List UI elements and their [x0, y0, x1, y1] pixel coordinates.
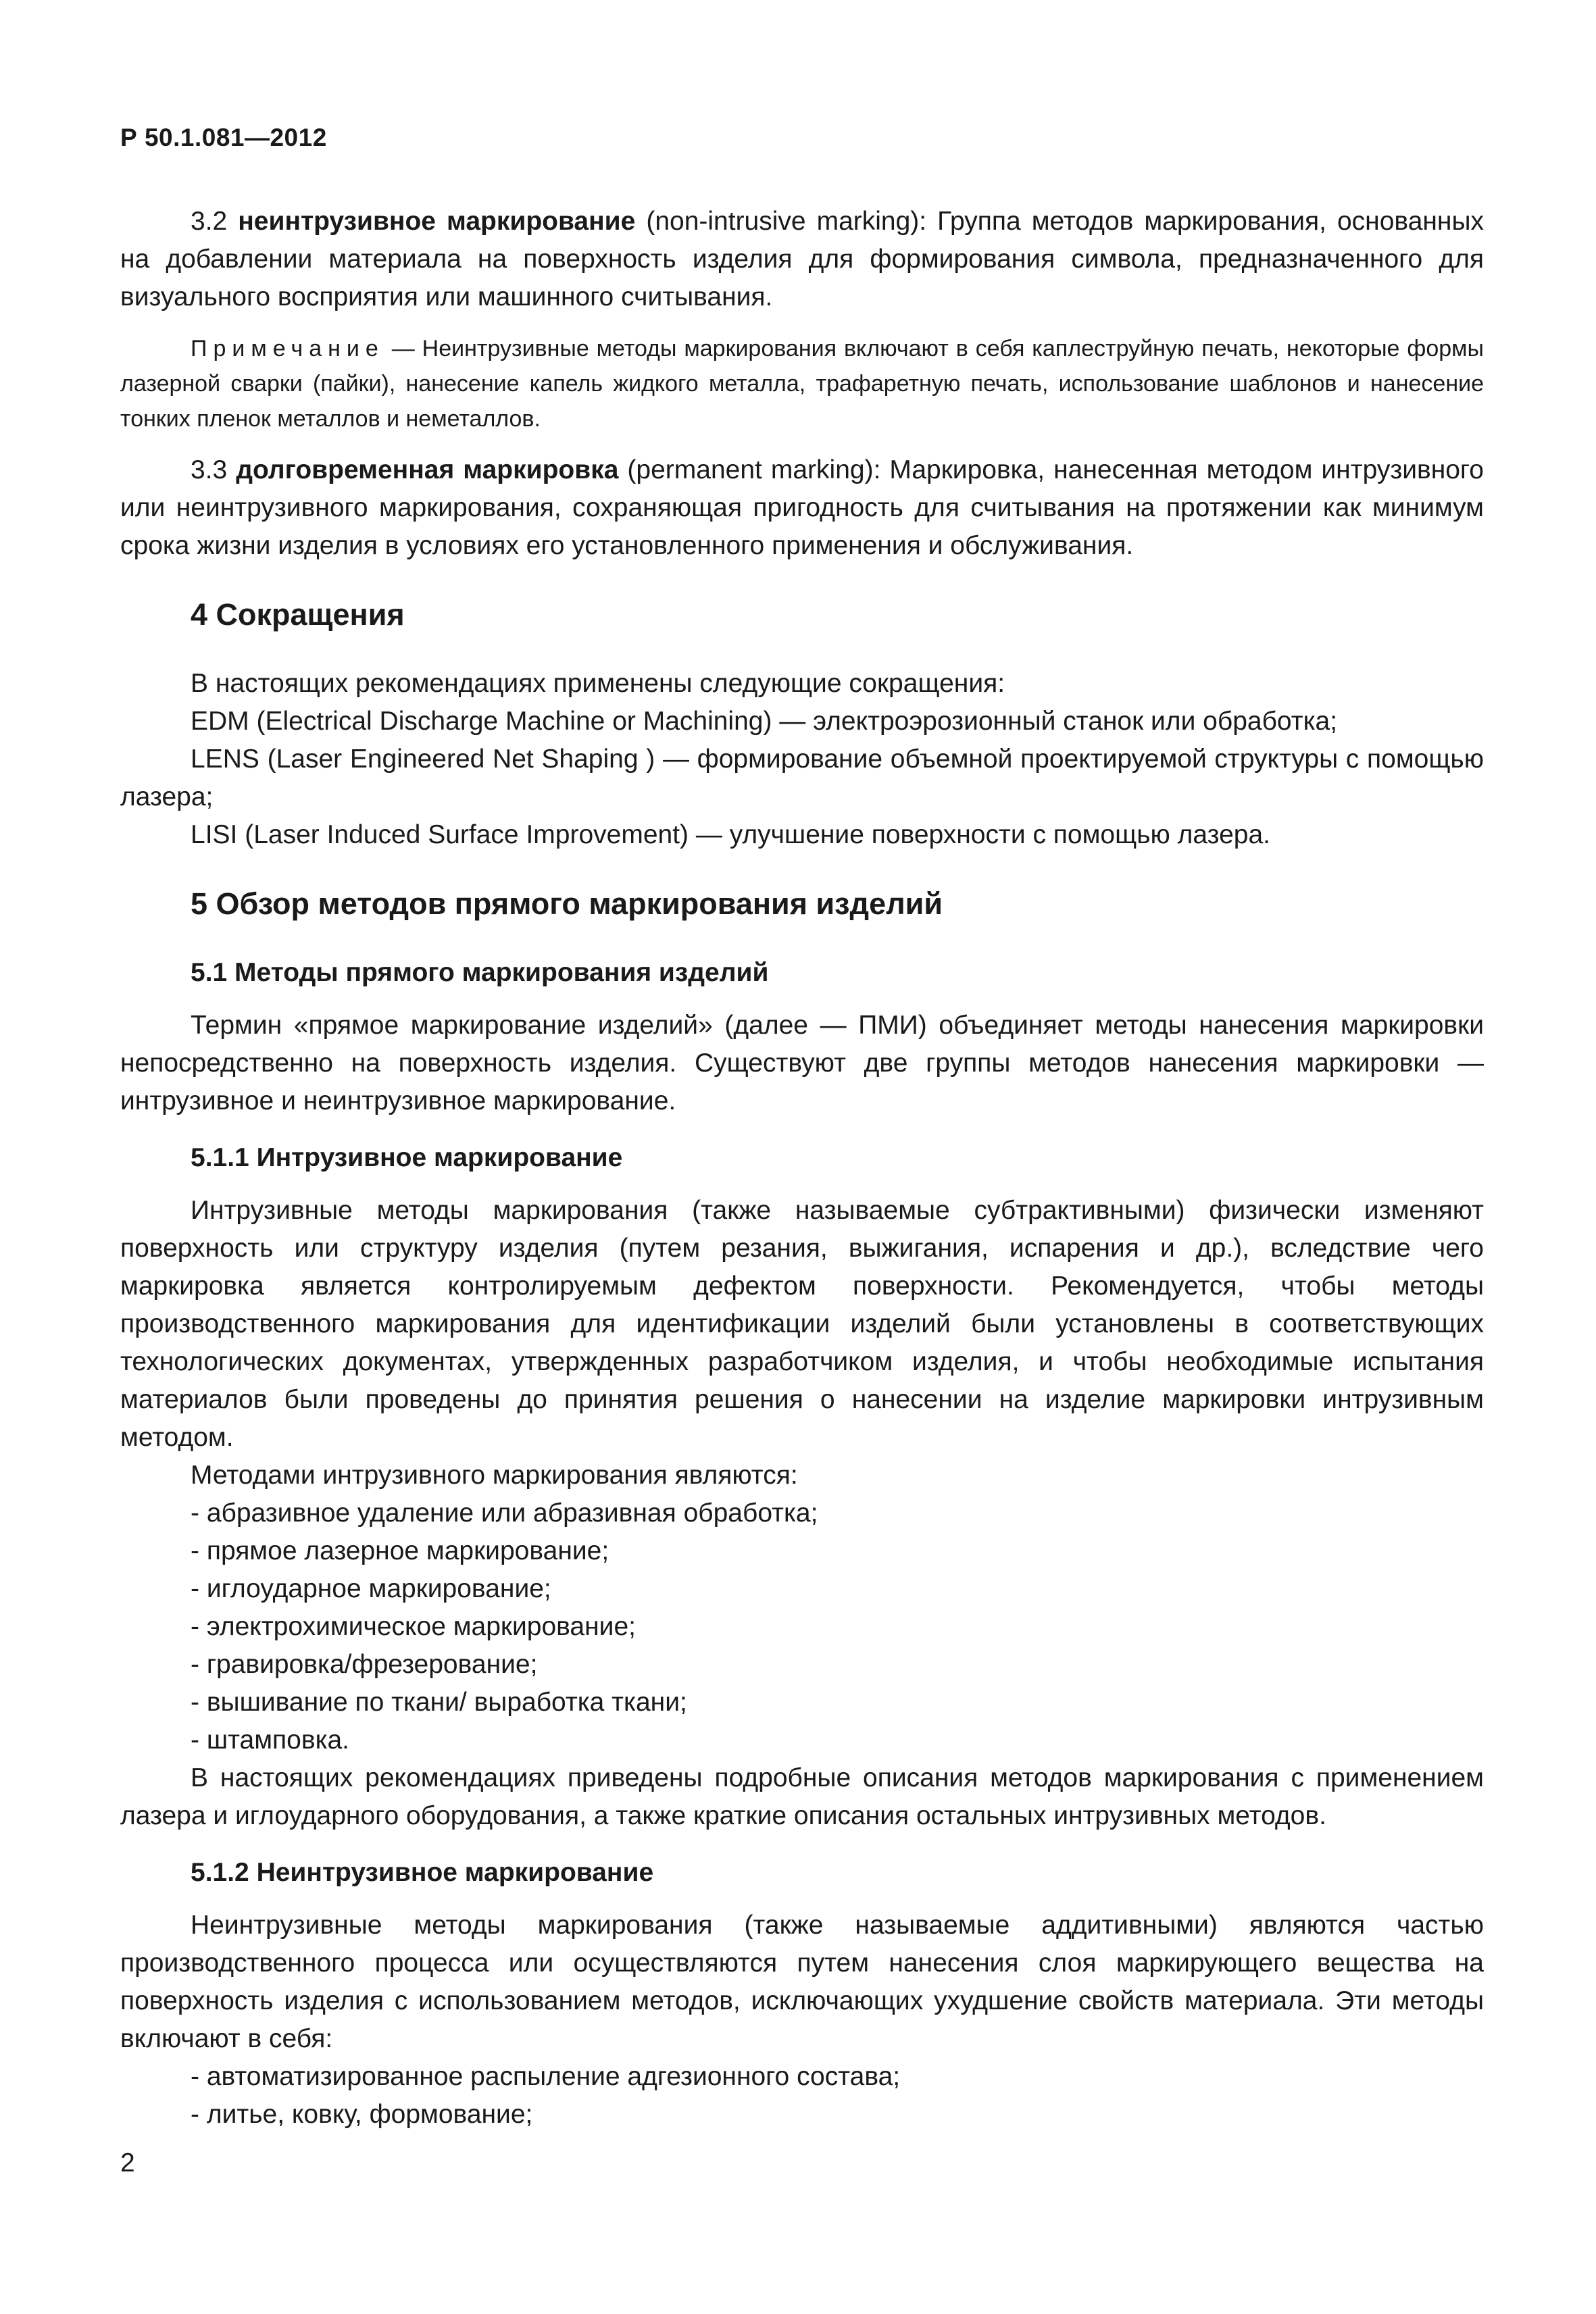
- list-item: - гравировка/фрезерование;: [191, 1650, 538, 1679]
- document-code: Р 50.1.081—2012: [120, 124, 327, 151]
- definition-number: 3.3: [191, 455, 228, 484]
- non-intrusive-methods-list: [120, 2058, 1484, 2134]
- subsection-5-1-1-heading: 5.1.1 Интрузивное маркирование: [191, 1143, 623, 1172]
- definition-3-3: [120, 451, 1484, 565]
- list-item: - штамповка.: [191, 1726, 350, 1755]
- list-intro: Методами интрузивного маркирования являются:: [191, 1461, 798, 1490]
- list-item: - абразивное удаление или абразивная обработка;: [191, 1499, 818, 1528]
- subsection-5-1-heading: 5.1 Методы прямого маркирования изделий: [191, 958, 769, 987]
- list-item: - прямое лазерное маркирование;: [191, 1536, 609, 1565]
- list-item: - электрохимическое маркирование;: [191, 1612, 636, 1641]
- intrusive-methods-list: [120, 1494, 1484, 1759]
- definition-text: (permanent marking): Маркировка, нанесенная методом интрузивного или неинтрузивного маркирования, сохраняющая пригодность для считывания на протяжении как минимум срока жизни изделия в условиях его установленного применения и обслуживания.: [120, 455, 1484, 560]
- abbreviation-item: EDM (Electrical Discharge Machine or Machining) — электроэрозионный станок или обработка;: [191, 707, 1338, 736]
- definition-term: неинтрузивное маркирование: [238, 207, 636, 236]
- document-body: [120, 203, 1484, 2134]
- page-number: 2: [120, 2148, 135, 2178]
- section-4-heading: 4 Сокращения: [191, 597, 405, 632]
- subsection-5-1-2-text: Неинтрузивные методы маркирования (также называемые аддитивными) являются частью производственного процесса или осуществляются путем нанесения слоя маркирующего вещества на поверхность изделия с использованием методов, исключающих ухудшение свойств материала. Эти методы включают в себя:: [120, 1911, 1484, 2053]
- list-item: - литье, ковку, формование;: [191, 2100, 533, 2129]
- subsection-5-1-1-after: В настоящих рекомендациях приведены подробные описания методов маркирования с применением лазера и иглоударного оборудования, а также краткие описания остальных интрузивных методов.: [120, 1763, 1484, 1830]
- abbreviations-intro: В настоящих рекомендациях применены следующие сокращения:: [191, 669, 1005, 698]
- definition-3-2: [120, 203, 1484, 316]
- subsection-5-1-2-heading: 5.1.2 Неинтрузивное маркирование: [191, 1858, 654, 1887]
- definition-term: долговременная маркировка: [236, 455, 619, 484]
- note-label: Примечание: [191, 336, 384, 361]
- note-paragraph: [120, 331, 1484, 436]
- list-item: - автоматизированное распыление адгезионного состава;: [191, 2062, 901, 2091]
- abbreviation-item: LISI (Laser Induced Surface Improvement) — улучшение поверхности с помощью лазера.: [191, 820, 1270, 849]
- note-text: — Неинтрузивные методы маркирования включают в себя каплеструйную печать, некоторые формы лазерной сварки (пайки), нанесение капель жидкого металла, трафаретную печать, использование шаблонов и нанесение тонких пленок металлов и неметаллов.: [120, 336, 1484, 432]
- subsection-5-1-1-text: Интрузивные методы маркирования (также называемые субтрактивными) физически изменяют поверхность или структуру изделия (путем резания, выжигания, испарения и др.), вследствие чего маркировка является контролируемым дефектом поверхности. Рекомендуется, чтобы методы производственного маркирования для идентификации изделий были установлены в соответствующих технологических документах, утвержденных разработчиком изделия, и чтобы необходимые испытания материалов были проведены до принятия решения о нанесении на изделие маркировки интрузивным методом.: [120, 1196, 1484, 1452]
- definition-number: 3.2: [191, 207, 228, 236]
- section-5-heading: 5 Обзор методов прямого маркирования изделий: [191, 886, 943, 921]
- list-item: - иглоударное маркирование;: [191, 1574, 551, 1603]
- definition-text: (non-intrusive marking): Группа методов маркирования, основанных на добавлении материала на поверхность изделия для формирования символа, предназначенного для визуального восприятия или машинного считывания.: [120, 207, 1484, 311]
- list-item: - вышивание по ткани/ выработка ткани;: [191, 1688, 687, 1717]
- subsection-5-1-text: Термин «прямое маркирование изделий» (далее — ПМИ) объединяет методы нанесения маркировки непосредственно на поверхность изделия. Существуют две группы методов нанесения маркировки — интрузивное и неинтрузивное маркирование.: [120, 1011, 1484, 1115]
- abbreviation-item: LENS (Laser Engineered Net Shaping ) — формирование объемной проектируемой структуры с помощью лазера;: [120, 745, 1484, 811]
